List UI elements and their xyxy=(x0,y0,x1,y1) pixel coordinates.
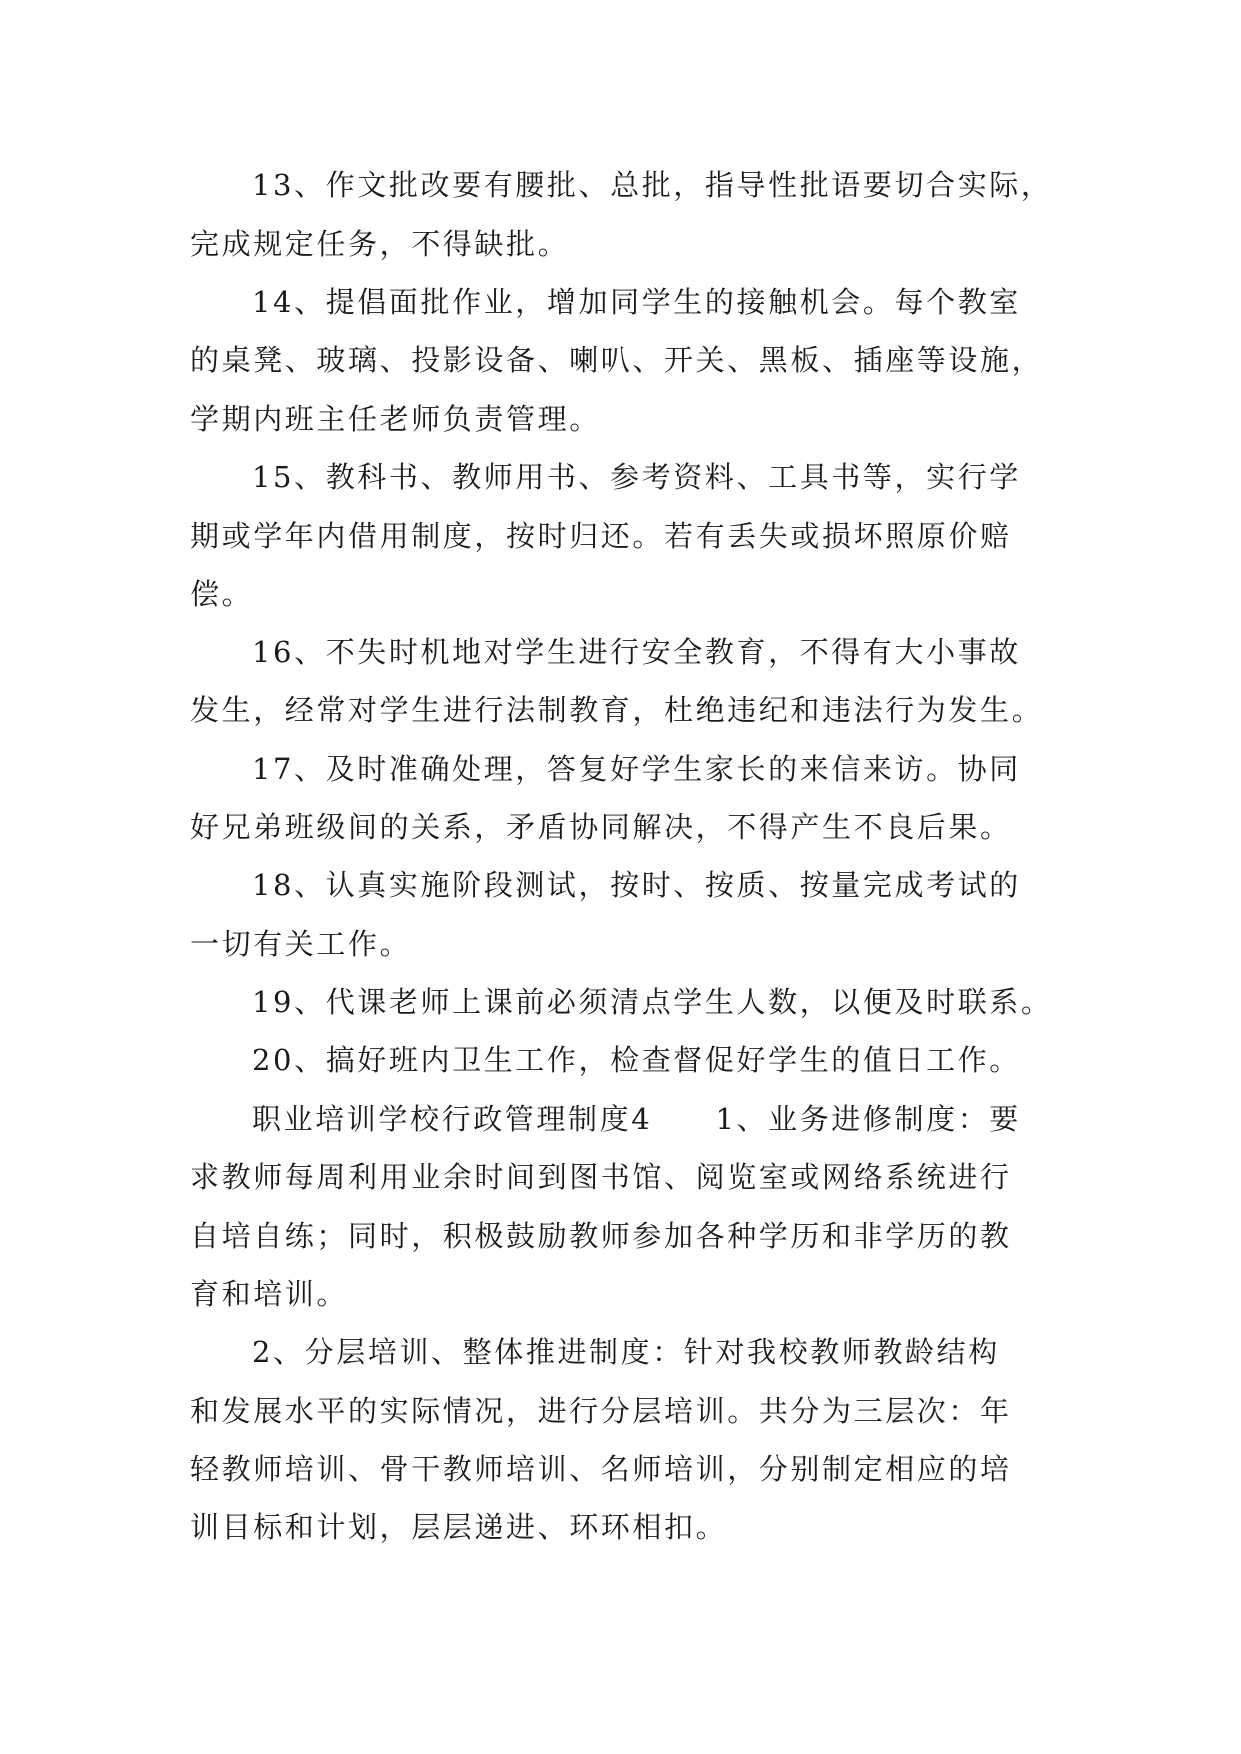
text-line: 育和培训。 xyxy=(190,1277,349,1311)
text-line: 14、提倡面批作业，增加同学生的接触机会。每个教室 xyxy=(252,285,1021,319)
text-line: 轻教师培训、骨干教师培训、名师培训，分别制定相应的培 xyxy=(190,1452,1012,1486)
text-line: 16、不失时机地对学生进行安全教育，不得有大小事故 xyxy=(252,635,1021,669)
text-line: 好兄弟班级间的关系，矛盾协同解决，不得产生不良后果。 xyxy=(190,810,1012,844)
text-line: 和发展水平的实际情况，进行分层培训。共分为三层次：年 xyxy=(190,1394,1012,1428)
text-line: 自培自练；同时，积极鼓励教师参加各种学历和非学历的教 xyxy=(190,1219,1012,1253)
text-line: 一切有关工作。 xyxy=(190,927,412,961)
text-line: 的桌凳、玻璃、投影设备、喇叭、开关、黑板、插座等设施， xyxy=(190,343,1044,377)
text-line: 18、认真实施阶段测试，按时、按质、按量完成考试的 xyxy=(252,868,1021,902)
text-line: 发生，经常对学生进行法制教育，杜绝违纪和违法行为发生。 xyxy=(190,693,1044,727)
text-line: 20、搞好班内卫生工作，检查督促好学生的值日工作。 xyxy=(252,1043,1021,1077)
text-line: 期或学年内借用制度，按时归还。若有丢失或损坏照原价赔 xyxy=(190,519,1012,553)
text-line: 职业培训学校行政管理制度4 1、业务进修制度：要 xyxy=(252,1102,1021,1136)
text-line: 训目标和计划，层层递进、环环相扣。 xyxy=(190,1510,728,1544)
text-line: 19、代课老师上课前必须清点学生人数，以便及时联系。 xyxy=(252,985,1053,1019)
text-line: 学期内班主任老师负责管理。 xyxy=(190,402,601,436)
text-line: 15、教科书、教师用书、参考资料、工具书等，实行学 xyxy=(252,460,1021,494)
text-line: 17、及时准确处理，答复好学生家长的来信来访。协同 xyxy=(252,752,1021,786)
text-line: 13、作文批改要有腰批、总批，指导性批语要切合实际， xyxy=(252,168,1053,202)
text-line: 2、分层培训、整体推进制度：针对我校教师教龄结构 xyxy=(252,1335,1000,1369)
text-line: 求教师每周利用业余时间到图书馆、阅览室或网络系统进行 xyxy=(190,1160,1012,1194)
text-line: 偿。 xyxy=(190,577,254,611)
text-line: 完成规定任务，不得缺批。 xyxy=(190,227,570,261)
